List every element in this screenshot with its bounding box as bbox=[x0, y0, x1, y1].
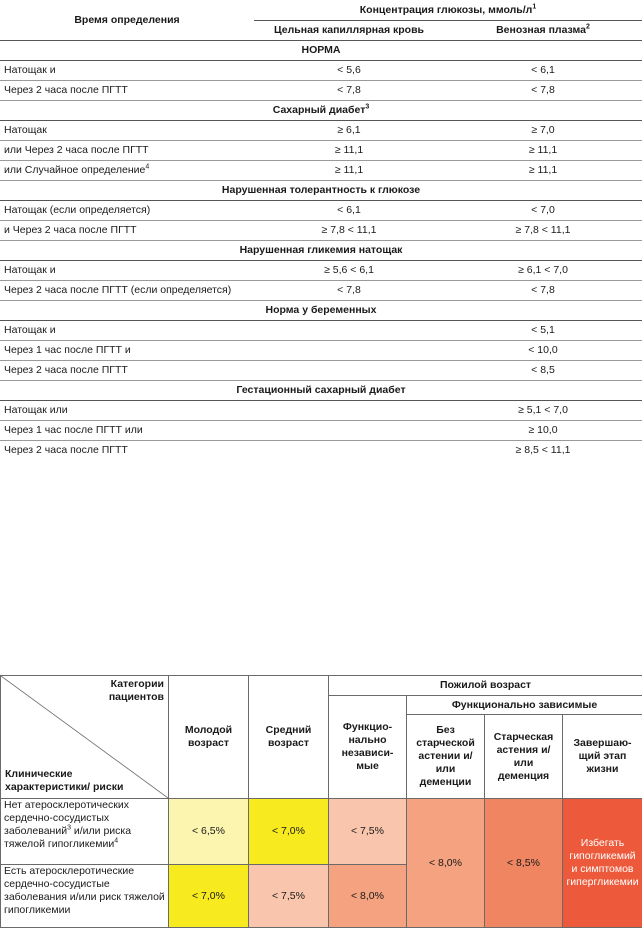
cell-capillary: ≥ 11,1 bbox=[254, 161, 444, 181]
cell-capillary: < 7,8 bbox=[254, 281, 444, 301]
footnote-mark: 1 bbox=[532, 3, 536, 10]
table-row bbox=[0, 321, 642, 341]
row-label-text: Нет атеросклеротических сердечно-сосудистых заболеваний bbox=[4, 799, 129, 837]
target-cell: < 8,0% bbox=[407, 799, 485, 928]
cell-time-text: Натощак или bbox=[4, 404, 68, 416]
cell-venous: ≥ 10,0 bbox=[444, 421, 642, 441]
corner-clinical-label: Клинические характеристики/ риски bbox=[5, 768, 125, 794]
cell-time bbox=[0, 441, 254, 461]
cell-time bbox=[0, 261, 254, 281]
footnote-mark: 4 bbox=[145, 164, 149, 171]
table-row bbox=[0, 61, 642, 81]
corner-categories-label: Категории пациентов bbox=[84, 678, 164, 704]
section-header-row bbox=[0, 381, 642, 401]
cell-time-text: Через 2 часа после ПГТТ bbox=[4, 84, 128, 96]
table-row bbox=[0, 81, 642, 101]
cell-venous: < 7,0 bbox=[444, 201, 642, 221]
cell-venous: ≥ 11,1 bbox=[444, 161, 642, 181]
cell-time-text: Через 2 часа после ПГТТ bbox=[4, 444, 128, 456]
target-cell: < 7,5% bbox=[249, 865, 329, 928]
section-title bbox=[0, 301, 642, 321]
section-title bbox=[0, 41, 642, 61]
cell-time bbox=[0, 201, 254, 221]
cell-time bbox=[0, 341, 254, 361]
column-header-venous-text: Венозная плазма bbox=[496, 24, 586, 36]
cell-capillary: ≥ 5,6 < 6,1 bbox=[254, 261, 444, 281]
section-title bbox=[0, 381, 642, 401]
cell-time-text: Натощак (если определяется) bbox=[4, 204, 150, 216]
table-row bbox=[0, 261, 642, 281]
cell-venous: < 7,8 bbox=[444, 81, 642, 101]
cell-time-text: или Случайное определение bbox=[4, 164, 145, 176]
cell-venous: ≥ 8,5 < 11,1 bbox=[444, 441, 642, 461]
header-elderly: Пожилой возраст bbox=[329, 676, 642, 696]
cell-time-text: Натощак и bbox=[4, 324, 56, 336]
column-header-time bbox=[0, 0, 254, 41]
hba1c-header-row-1 bbox=[1, 676, 642, 696]
column-header-venous bbox=[444, 21, 642, 41]
cell-time-text: и Через 2 часа после ПГТТ bbox=[4, 224, 137, 236]
cell-venous: ≥ 5,1 < 7,0 bbox=[444, 401, 642, 421]
glucose-criteria-table bbox=[0, 0, 642, 460]
cell-venous: ≥ 7,8 < 11,1 bbox=[444, 221, 642, 241]
header-func-independent: Функцио-нально независи-мые bbox=[329, 696, 407, 799]
cell-time-text: Через 2 часа после ПГТТ bbox=[4, 364, 128, 376]
table-row bbox=[0, 281, 642, 301]
section-title-text: НОРМА bbox=[302, 44, 341, 56]
target-cell: < 8,5% bbox=[485, 799, 563, 928]
cell-venous: < 8,5 bbox=[444, 361, 642, 381]
table-row bbox=[0, 201, 642, 221]
cell-time bbox=[0, 61, 254, 81]
cell-time bbox=[0, 421, 254, 441]
footnote-mark: 4 bbox=[114, 838, 118, 845]
column-header-concentration bbox=[254, 0, 642, 21]
row-label-no-ascvd bbox=[1, 799, 169, 865]
section-title-text: Норма у беременных bbox=[266, 304, 377, 316]
section-header-row bbox=[0, 181, 642, 201]
cell-capillary bbox=[254, 321, 444, 341]
section-header-row bbox=[0, 241, 642, 261]
cell-capillary: < 7,8 bbox=[254, 81, 444, 101]
cell-venous: < 10,0 bbox=[444, 341, 642, 361]
table-row bbox=[0, 121, 642, 141]
cell-capillary: < 5,6 bbox=[254, 61, 444, 81]
target-cell-end-of-life: Избегать гипогликемий и симптомов гипергликемии bbox=[563, 799, 642, 928]
cell-capillary bbox=[254, 421, 444, 441]
footnote-mark: 3 bbox=[67, 825, 71, 832]
cell-capillary bbox=[254, 361, 444, 381]
cell-capillary bbox=[254, 341, 444, 361]
corner-diagonal-cell bbox=[1, 676, 169, 799]
footnote-mark: 3 bbox=[365, 104, 369, 111]
cell-time bbox=[0, 361, 254, 381]
target-cell: < 6,5% bbox=[169, 799, 249, 865]
column-header-time-text: Время определения bbox=[74, 14, 179, 26]
header-func-dependent: Функционально зависимые bbox=[407, 696, 642, 715]
cell-venous: < 6,1 bbox=[444, 61, 642, 81]
row-label-ascvd: Есть атеросклеротические сердечно-сосудистые заболевания и/или риск тяжелой гипогликемии bbox=[1, 865, 169, 928]
glucose-table-body bbox=[0, 0, 642, 460]
column-header-concentration-text: Концентрация глюкозы, ммоль/л bbox=[360, 4, 533, 16]
cell-time bbox=[0, 401, 254, 421]
cell-venous: < 5,1 bbox=[444, 321, 642, 341]
hba1c-targets-table bbox=[0, 675, 642, 928]
table-row bbox=[0, 221, 642, 241]
header-senile-asthenia: Старческая астения и/или деменция bbox=[485, 715, 563, 799]
table-row bbox=[0, 441, 642, 461]
cell-venous: ≥ 6,1 < 7,0 bbox=[444, 261, 642, 281]
cell-venous: < 7,8 bbox=[444, 281, 642, 301]
target-cell: < 8,0% bbox=[329, 865, 407, 928]
table-row bbox=[0, 161, 642, 181]
header-young: Молодой возраст bbox=[169, 676, 249, 799]
glucose-header-row bbox=[0, 0, 642, 21]
cell-venous: ≥ 11,1 bbox=[444, 141, 642, 161]
header-end-of-life: Завершаю-щий этап жизни bbox=[563, 715, 642, 799]
cell-time bbox=[0, 221, 254, 241]
section-title bbox=[0, 241, 642, 261]
section-title bbox=[0, 181, 642, 201]
section-header-row bbox=[0, 101, 642, 121]
header-no-asthenia: Без старческой астении и/или деменции bbox=[407, 715, 485, 799]
section-title bbox=[0, 101, 642, 121]
cell-time-text: Натощак и bbox=[4, 64, 56, 76]
section-header-row bbox=[0, 41, 642, 61]
cell-capillary: < 6,1 bbox=[254, 201, 444, 221]
header-middle: Средний возраст bbox=[249, 676, 329, 799]
table-row bbox=[0, 361, 642, 381]
cell-time bbox=[0, 281, 254, 301]
cell-capillary bbox=[254, 401, 444, 421]
cell-time bbox=[0, 321, 254, 341]
cell-venous: ≥ 7,0 bbox=[444, 121, 642, 141]
row-label-text: и/или риска тяжелой гипогликемии bbox=[4, 825, 131, 850]
column-header-capillary-text: Цельная капиллярная кровь bbox=[274, 24, 424, 36]
cell-time-text: Через 1 час после ПГТТ или bbox=[4, 424, 143, 436]
cell-time-text: или Через 2 часа после ПГТТ bbox=[4, 144, 149, 156]
cell-time-text: Через 2 часа после ПГТТ (если определяется) bbox=[4, 284, 231, 296]
cell-capillary bbox=[254, 441, 444, 461]
cell-time-text: Натощак bbox=[4, 124, 47, 136]
target-cell: < 7,0% bbox=[169, 865, 249, 928]
section-title-text: Сахарный диабет bbox=[273, 104, 366, 116]
cell-time bbox=[0, 161, 254, 181]
table-row bbox=[0, 421, 642, 441]
table-row bbox=[0, 141, 642, 161]
section-title-text: Нарушенная гликемия натощак bbox=[240, 244, 403, 256]
cell-time bbox=[0, 81, 254, 101]
table-row bbox=[0, 341, 642, 361]
cell-capillary: ≥ 6,1 bbox=[254, 121, 444, 141]
section-title-text: Нарушенная толерантность к глюкозе bbox=[222, 184, 420, 196]
column-header-capillary bbox=[254, 21, 444, 41]
cell-time-text: Через 1 час после ПГТТ и bbox=[4, 344, 131, 356]
cell-time-text: Натощак и bbox=[4, 264, 56, 276]
table-row bbox=[0, 401, 642, 421]
target-cell: < 7,5% bbox=[329, 799, 407, 865]
cell-capillary: ≥ 11,1 bbox=[254, 141, 444, 161]
target-cell: < 7,0% bbox=[249, 799, 329, 865]
section-title-text: Гестационный сахарный диабет bbox=[236, 384, 405, 396]
hba1c-row-no-ascvd bbox=[1, 799, 642, 865]
footnote-mark: 2 bbox=[586, 24, 590, 31]
section-header-row bbox=[0, 301, 642, 321]
cell-capillary: ≥ 7,8 < 11,1 bbox=[254, 221, 444, 241]
cell-time bbox=[0, 121, 254, 141]
cell-time bbox=[0, 141, 254, 161]
